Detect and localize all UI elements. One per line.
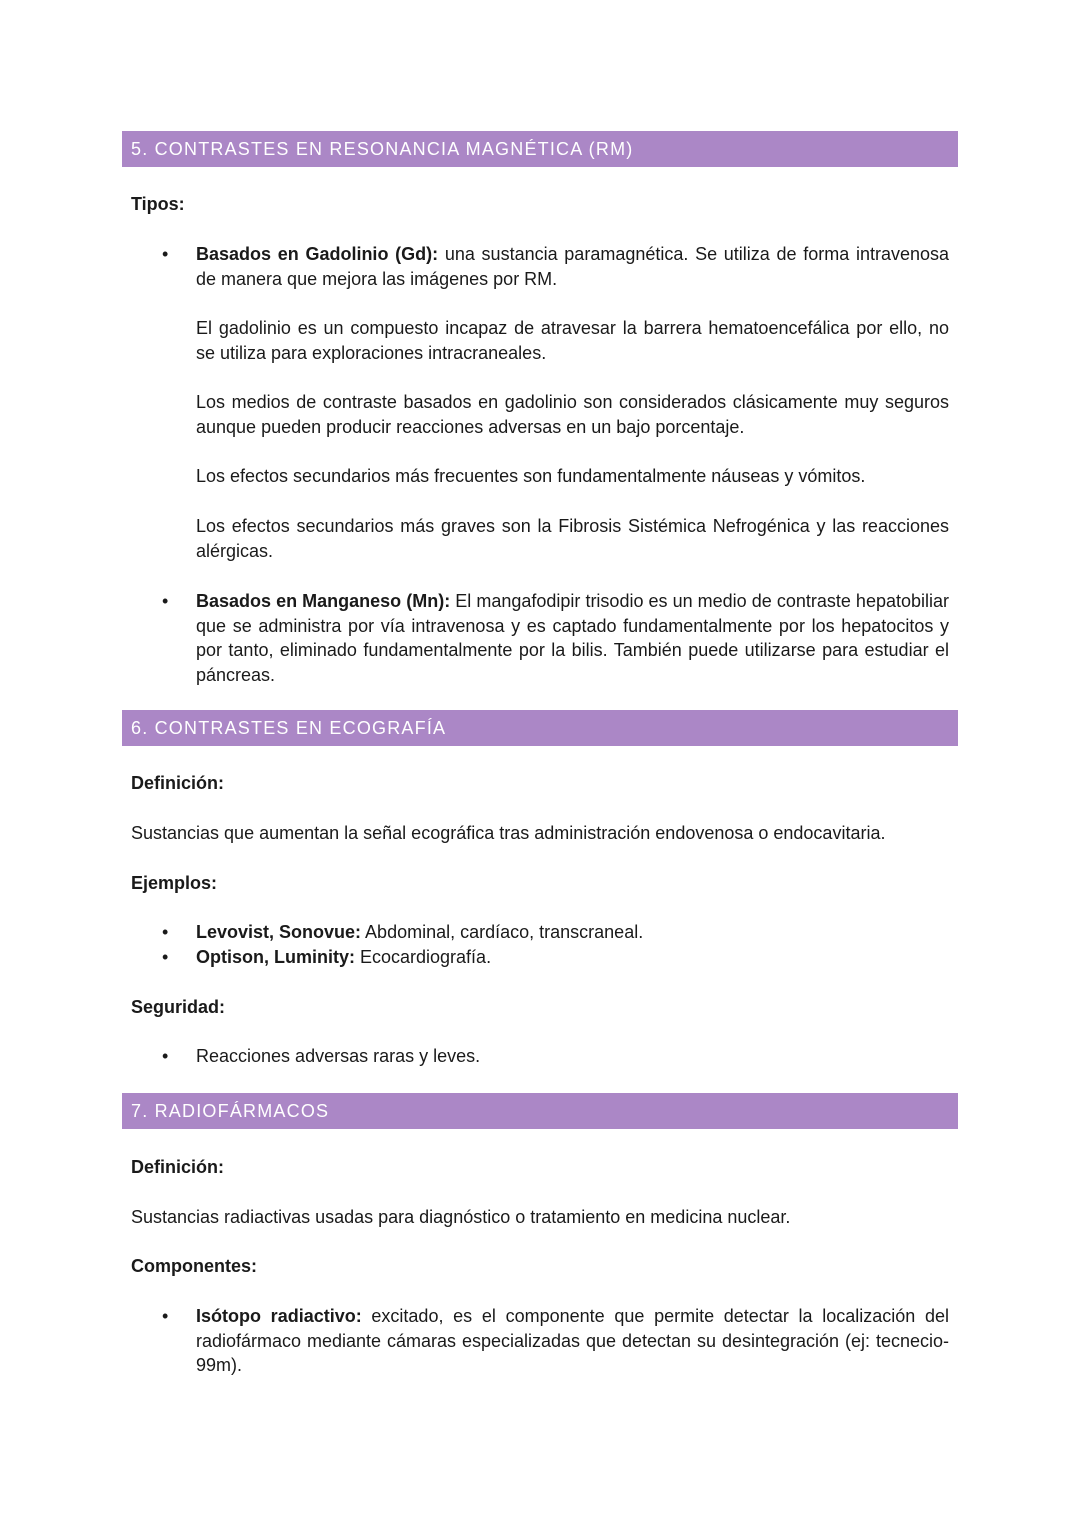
bullet-icon: •: [162, 244, 169, 264]
section-header-5: 5. CONTRASTES EN RESONANCIA MAGNÉTICA (RM): [122, 131, 958, 167]
seguridad-label: Seguridad:: [131, 997, 226, 1017]
text-gadolinio: una sustancia paramagnética. Se utiliza de forma intravenosa de manera que mejora las imágenes por RM.: [196, 244, 950, 289]
term-isotopo: Isótopo radiactivo:: [196, 1306, 362, 1326]
list-item-example-2: [196, 945, 949, 970]
gadolinio-paragraph-5: Los efectos secundarios más graves son la Fibrosis Sistémica Nefrogénica y las reacciones alérgicas.: [196, 516, 949, 561]
example-text: Abdominal, cardíaco, transcraneal.: [361, 922, 644, 942]
bullet-icon: •: [162, 1306, 169, 1326]
definicion-text-6: Sustancias que aumentan la señal ecográfica tras administración endovenosa o endocavitaria.: [131, 823, 886, 843]
term-manganeso: Basados en Manganeso (Mn):: [196, 591, 451, 611]
text-isotopo: excitado, es el componente que permite detectar la localización del radiofármaco mediante cámaras especializadas que detectan su desintegración (ej: tecnecio-99m).: [196, 1306, 949, 1375]
gadolinio-paragraph-2: El gadolinio es un compuesto incapaz de atravesar la barrera hematoencefálica por ello, no se utiliza para exploraciones intracraneales.: [196, 318, 949, 363]
definicion-text-7: Sustancias radiactivas usadas para diagnóstico o tratamiento en medicina nuclear.: [131, 1207, 791, 1227]
bullet-icon: •: [162, 922, 169, 942]
example-text: Ecocardiografía.: [355, 947, 492, 967]
definicion-label-6: Definición:: [131, 773, 224, 793]
definicion-label-7: Definición:: [131, 1157, 224, 1177]
gadolinio-paragraph-4: Los efectos secundarios más frecuentes son fundamentalmente náuseas y vómitos.: [196, 466, 866, 486]
example-term: Levovist, Sonovue:: [196, 922, 362, 942]
section-header-7: 7. RADIOFÁRMACOS: [122, 1093, 958, 1129]
bullet-icon: •: [162, 1046, 169, 1066]
text-manganeso: El mangafodipir trisodio es un medio de contraste hepatobiliar que se administra por vía intravenosa y es captado fundamentalmente por los hepatocitos y por tanto, eliminado fundamentalmente por la bilis. También puede utilizarse para estudiar el páncreas.: [196, 591, 949, 685]
list-item-seguridad: Reacciones adversas raras y leves.: [196, 1046, 481, 1066]
section-header-6: 6. CONTRASTES EN ECOGRAFÍA: [122, 710, 958, 746]
example-term: Optison, Luminity:: [196, 947, 355, 967]
bullet-icon: •: [162, 947, 169, 967]
gadolinio-paragraph-3: Los medios de contraste basados en gadolinio son considerados clásicamente muy seguros aunque pueden producir reacciones adversas en un bajo porcentaje.: [196, 392, 949, 437]
list-item-gadolinio: [196, 242, 949, 291]
componentes-label: Componentes:: [131, 1256, 257, 1276]
term-gadolinio: Basados en Gadolinio (Gd):: [196, 244, 439, 264]
tipos-label: Tipos:: [131, 194, 185, 214]
list-item-manganeso: [196, 589, 949, 687]
list-item-example-1: [196, 920, 949, 945]
ejemplos-label: Ejemplos:: [131, 873, 218, 893]
list-item-isotopo: [196, 1304, 949, 1378]
bullet-icon: •: [162, 591, 169, 611]
